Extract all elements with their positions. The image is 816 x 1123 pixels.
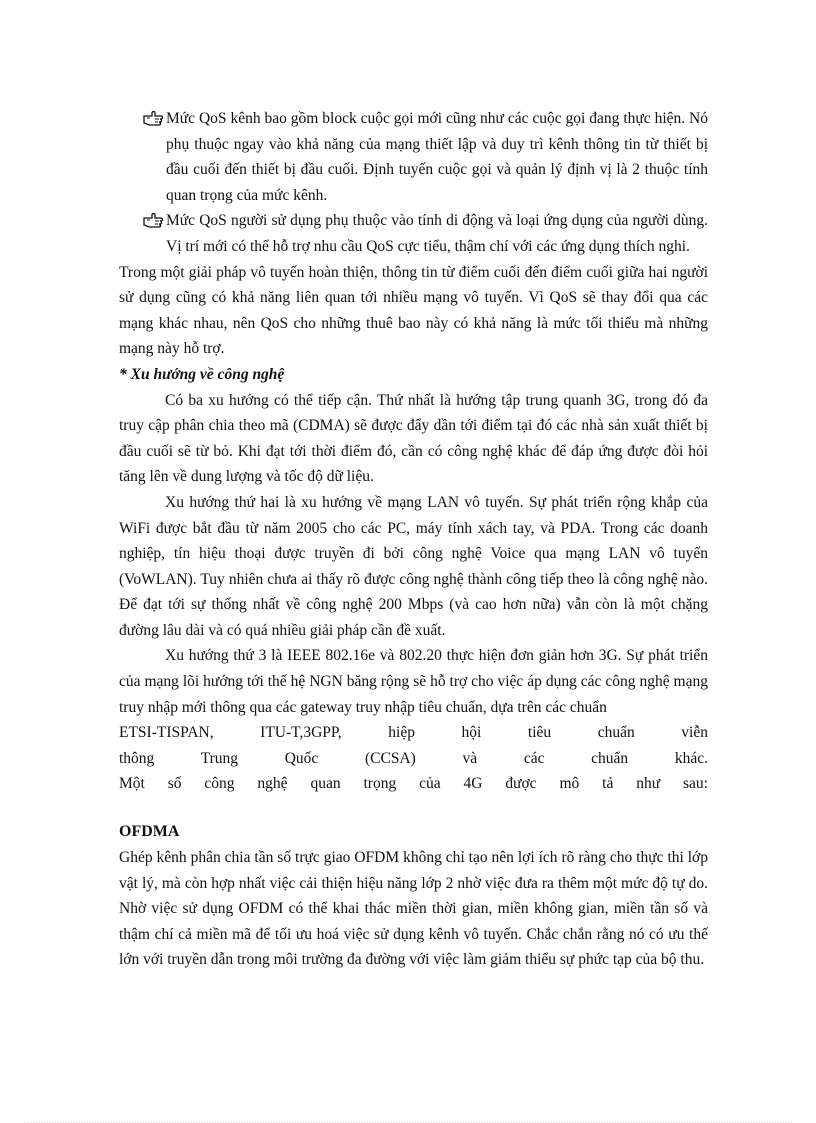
ofdma-heading: OFDMA [119,823,180,841]
trend-tail-line: Một số công nghệ quan trọng của 4G được mô tả như sau: [119,775,708,793]
trend-tail-line: ETSI-TISPAN, ITU-T,3GPP, hiệp hội tiêu chuẩn viễn [119,724,708,742]
bullet-text: Mức QoS người sử dụng phụ thuộc vào tính di động và loại ứng dụng của người dùng. Vị trí mới có thể hỗ trợ nhu cầu QoS cực tiểu, thậm chí với các ứng dụng thích nghi. [166,212,708,255]
document-body [119,106,708,973]
bullet-user-qos [119,208,708,259]
bullet-text: Mức QoS kênh bao gồm block cuộc gọi mới cũng như các cuộc gọi đang thực hiện. Nó phụ thuộc ngay vào khả năng của mạng thiết lập và duy trì kênh thông tin từ thiết bị đầu cuối đến thiết bị đầu cuối. Định tuyến cuộc gọi và quản lý định vị là 2 thuộc tính quan trọng của mức kênh. [166,110,708,204]
trend-paragraph-2: Xu hướng thứ hai là xu hướng về mạng LAN vô tuyến. Sự phát triển rộng khắp của WiFi được bắt đầu từ năm 2005 cho các PC, máy tính xách tay, và PDA. Trong các doanh nghiệp, tín hiệu thoại được truyền đi bởi công nghệ Voice qua mạng LAN vô tuyến (VoWLAN). Tuy nhiên chưa ai thấy rõ được công nghệ thành công tiếp theo là công nghệ nào. Để đạt tới sự thống nhất về công nghệ 200 Mbps (và cao hơn nữa) vẫn còn là một chặng đường lâu dài và có quá nhiều giải pháp cần đề xuất. [119,493,708,639]
pointing-hand-icon [143,211,165,229]
trend-paragraph-1: Có ba xu hướng có thể tiếp cận. Thứ nhất là hướng tập trung quanh 3G, trong đó đa truy cập phân chia theo mã (CDMA) sẽ được đẩy dần tới điểm tại đó các nhà sản xuất thiết bị đầu cuối sẽ từ bỏ. Khi đạt tới thời điểm đó, cần có công nghệ khác để đáp ứng được đòi hỏi tăng lên về dung lượng và tốc độ dữ liệu. [119,391,708,486]
bullet-channel-qos [119,106,708,208]
trend-tail-line: thông Trung Quốc (CCSA) và các chuẩn khác. [119,749,708,767]
pointing-hand-icon [143,109,165,127]
intro-paragraph: Trong một giải pháp vô tuyến hoàn thiện, thông tin từ điểm cuối đến điểm cuối giữa hai người sử dụng cũng có khả năng liên quan tới nhiều mạng vô tuyến. Vì QoS sẽ thay đổi qua các mạng khác nhau, nên QoS cho những thuê bao này có khả năng là mức tối thiểu mà những mạng này hỗ trợ. [119,263,708,358]
trend-heading: * Xu hướng về công nghệ [119,365,285,383]
trend-paragraph-3: Xu hướng thứ 3 là IEEE 802.16e và 802.20 thực hiện đơn giản hơn 3G. Sự phát triển của mạng lõi hướng tới thế hệ NGN băng rộng sẽ hỗ trợ cho việc áp dụng các công nghệ mạng truy nhập mới thông qua các gateway truy nhập tiêu chuẩn, dựa trên các chuẩn [119,647,708,716]
ofdma-paragraph: Ghép kênh phân chia tần số trực giao OFDM không chỉ tạo nên lợi ích rõ ràng cho thực thi lớp vật lý, mà còn hợp nhất việc cải thiện hiệu năng lớp 2 nhờ việc đưa ra thêm một mức độ tự do. Nhờ việc sử dụng OFDM có thể khai thác miền thời gian, miền không gian, miền tần số và thậm chí cả miền mã để tối ưu hoá việc sử dụng kênh vô tuyến. Chắc chắn rằng nó có ưu thế lớn với truyền dẫn trong môi trường đa đường với việc làm giảm thiểu sự phức tạp của bộ thu. [119,849,708,969]
